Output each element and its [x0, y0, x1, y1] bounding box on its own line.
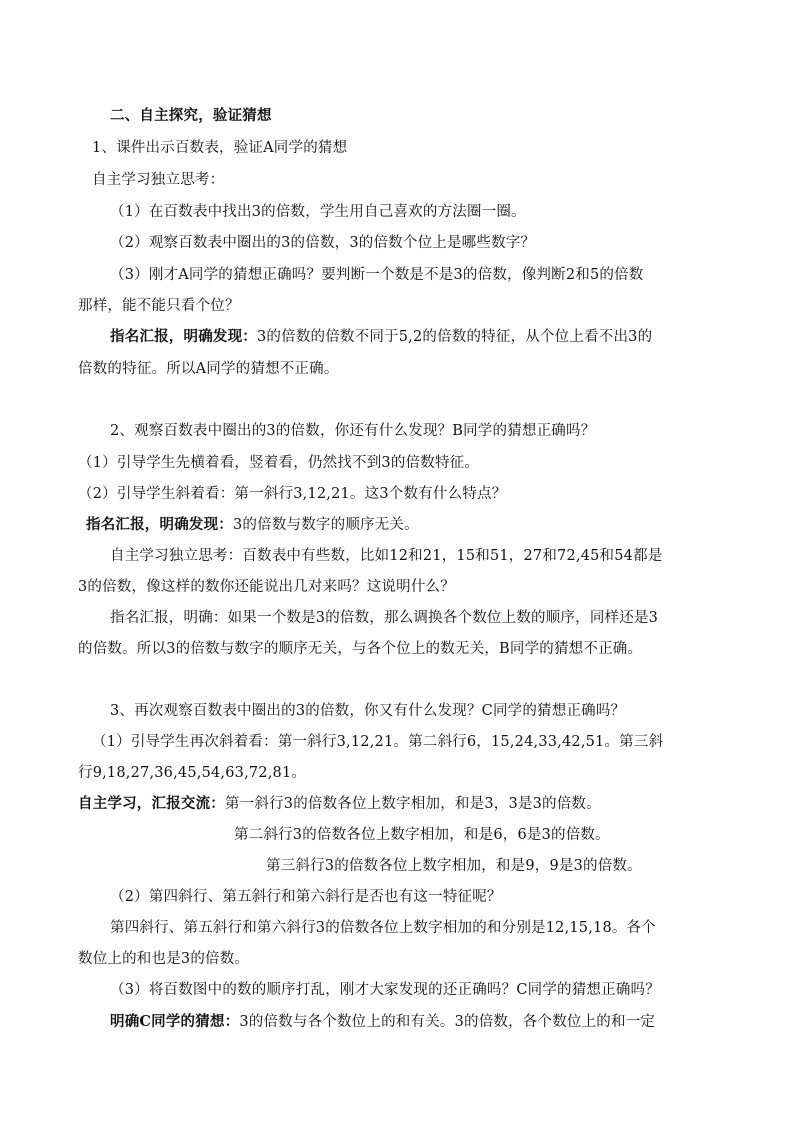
- s3-self-label: 自主学习，汇报交流：: [78, 795, 225, 812]
- s2-think-line2: 3的倍数，像这样的数你还能说出几对来吗？这说明什么？: [78, 579, 455, 595]
- s3-p2: （2）第四斜行、第五斜行和第六斜行是否也有这一特征呢？: [110, 889, 502, 905]
- s3-clear-text: 3的倍数与各个数位上的和有关。3的倍数，各个数位上的和一定: [239, 1014, 656, 1030]
- s3-self-1-text: 第一斜行3的倍数各位上数字相加，和是3，3是3的倍数。: [225, 796, 601, 812]
- s2-think-line1: 自主学习独立思考：百数表中有些数，比如12和21，15和51，27和72,45和54都是: [110, 548, 663, 564]
- s3-self-1: [78, 795, 601, 813]
- s1-report-label: 指名汇报，明确发现：: [110, 328, 257, 345]
- s1-intro: 自主学习独立思考：: [92, 172, 225, 188]
- s3-p2-answer-line2: 数位上的和也是3的倍数。: [78, 951, 250, 967]
- s2-report-label: 指名汇报，明确发现：: [86, 516, 233, 533]
- s3-p2-answer-line1: 第四斜行、第五斜行和第六斜行3的倍数各位上数字相加的和分别是12,15,18。各个: [110, 920, 656, 936]
- s3-clear: [110, 1013, 655, 1031]
- s1-q3-line2: 那样，能不能只看个位？: [78, 298, 240, 314]
- s1-q1: （1）在百数表中找出3的倍数，学生用自己喜欢的方法圈一圈。: [110, 204, 526, 220]
- s3-self-3: 第三斜行3的倍数各位上数字相加，和是9，9是3的倍数。: [266, 858, 642, 874]
- s2-clear-line2: 的倍数。所以3的倍数与数字的顺序无关，与各个位上的数无关，B同学的猜想不正确。: [78, 641, 643, 657]
- section-heading: 二、自主探究，验证猜想: [110, 107, 272, 124]
- s3-title: 3、再次观察百数表中圈出的3的倍数，你又有什么发现？C同学的猜想正确吗？: [110, 703, 626, 719]
- s3-self-2: 第二斜行3的倍数各位上数字相加，和是6，6是3的倍数。: [234, 827, 610, 843]
- s1-q2: （2）观察百数表中圈出的3的倍数，3的倍数个位上是哪些数字？: [110, 235, 536, 251]
- s3-p3: （3）将百数图中的数的顺序打乱，刚才大家发现的还正确吗？C同学的猜想正确吗？: [110, 982, 660, 998]
- s3-p1-line2: 行9,18,27,36,45,54,63,72,81。: [78, 765, 307, 781]
- s2-p1: （1）引导学生先横着看，竖着看，仍然找不到3的倍数特征。: [78, 455, 480, 471]
- s2-report: [86, 516, 419, 534]
- s2-title: 2、观察百数表中圈出的3的倍数，你还有什么发现？B同学的猜想正确吗？: [110, 423, 596, 439]
- s1-report-text: 3的倍数的倍数不同于5,2的倍数的特征，从个位上看不出3的: [257, 329, 653, 345]
- s1-title: 1、课件出示百数表，验证A同学的猜想: [92, 140, 348, 156]
- s1-report: [110, 328, 652, 346]
- s2-report-text: 3的倍数与数字的顺序无关。: [233, 517, 419, 533]
- s2-p2: （2）引导学生斜着看：第一斜行3,12,21。这3个数有什么特点？: [78, 486, 507, 502]
- s3-p1-line1: （1）引导学生再次斜着看：第一斜行3,12,21。第二斜行6，15,24,33,42,51。第三斜: [92, 734, 664, 750]
- s1-report-line2: 倍数的特征。所以A同学的猜想不正确。: [78, 361, 339, 377]
- s3-clear-label: 明确C同学的猜想：: [110, 1013, 240, 1030]
- s2-clear-line1: 指名汇报，明确：如果一个数是3的倍数，那么调换各个数位上数的顺序，同样还是3: [110, 610, 659, 626]
- s1-q3-line1: （3）刚才A同学的猜想正确吗？要判断一个数是不是3的倍数，像判断2和5的倍数: [110, 267, 644, 283]
